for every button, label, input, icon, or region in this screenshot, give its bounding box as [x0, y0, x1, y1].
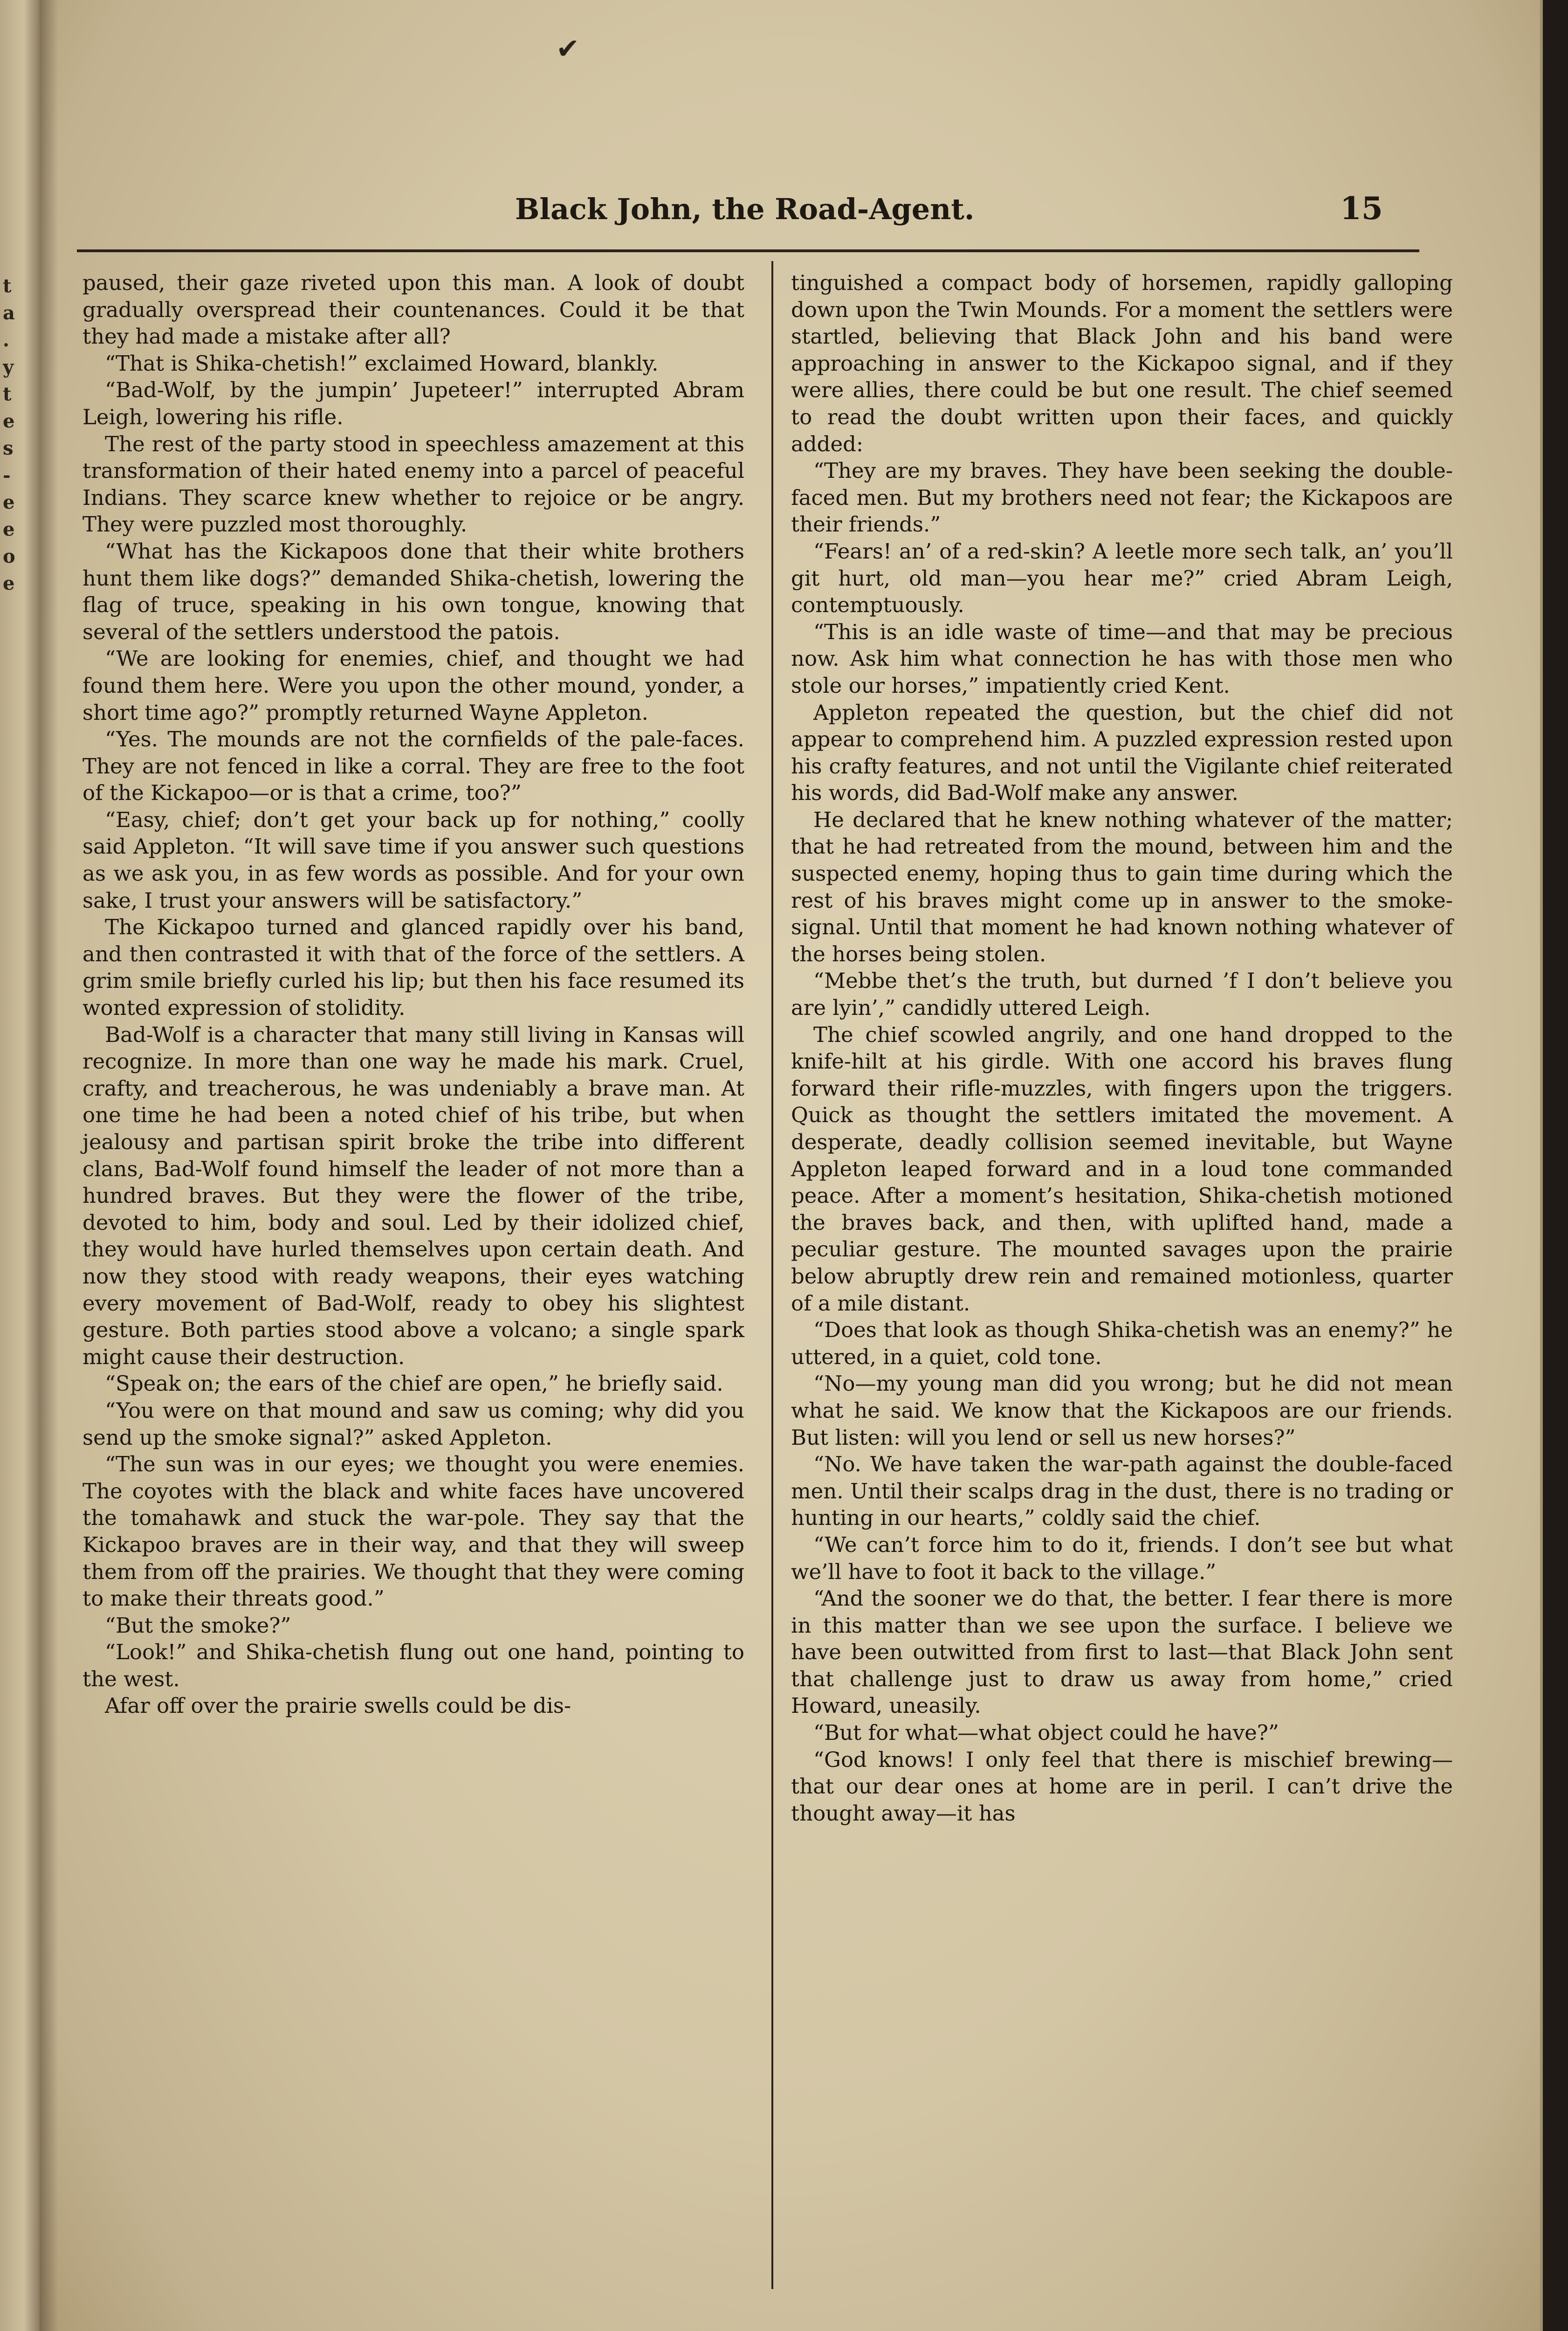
- text-column-left: [83, 269, 744, 1719]
- header-rule: [77, 249, 1419, 252]
- paragraph: “Speak on; the ears of the chief are open,” he briefly said.: [105, 1371, 723, 1396]
- paragraph: “Mebbe thet’s the truth, but durned ’f I don’t believe you are lyin’,” candidly uttered Leigh.: [791, 968, 1453, 1021]
- paragraph: tinguished a compact body of horsemen, rapidly galloping down upon the Twin Mounds. For a moment the settlers were startled, believing that Black John and his band were approaching in answer to the Kickapoo signal, and if they were allies, there could be but one result. The chief seemed to read the doubt written upon their faces, and quickly added:: [791, 270, 1453, 456]
- facing-page-fragment: e: [3, 491, 15, 513]
- facing-page-fragment: .: [3, 329, 9, 351]
- facing-page-fragment: t: [3, 275, 12, 297]
- paragraph: “No. We have taken the war-path against the double-faced men. Until their scalps drag in the dust, there is no trading or hunting in our hearts,” coldly said the chief.: [791, 1452, 1453, 1531]
- paragraph: “What has the Kickapoos done that their white brothers hunt them like dogs?” demanded Shika-chetish, lowering the flag of truce, speaking in his own tongue, knowing that several of the settlers understood the patois.: [83, 538, 744, 644]
- facing-page-fragment: e: [3, 518, 15, 540]
- facing-page-fragment: e: [3, 410, 15, 432]
- text-column-right: [791, 269, 1453, 1827]
- paragraph: The rest of the party stood in speechless amazement at this transformation of their hated enemy into a parcel of peaceful Indians. They scarce knew whether to rejoice or be angry. They were puzzled most thoroughly.: [83, 431, 744, 537]
- column-divider: [771, 261, 773, 2289]
- paragraph: He declared that he knew nothing whatever of the matter; that he had retreated from the mound, between him and the suspected enemy, hoping thus to gain time during which the rest of his braves might come up in answer to the smoke-signal. Until that moment he had known nothing whatever of the horses being stolen.: [791, 807, 1453, 966]
- paragraph: “We can’t force him to do it, friends. I don’t see but what we’ll have to foot it back to the village.”: [791, 1532, 1453, 1584]
- paragraph: “But for what—what object could he have?”: [813, 1720, 1279, 1745]
- paragraph: The chief scowled angrily, and one hand dropped to the knife-hilt at his girdle. With one accord his braves flung forward their rifle-muzzles, with fingers upon the triggers. Quick as thought the settlers imitated the movement. A desperate, deadly collision seemed inevitable, but Wayne Appleton leaped forward and in a loud tone commanded peace. After a moment’s hesitation, Shika-chetish motioned the braves back, and then, with uplifted hand, made a peculiar gesture. The mounted savages upon the prairie below abruptly drew rein and remained motionless, quarter of a mile distant.: [791, 1022, 1453, 1316]
- paragraph: “God knows! I only feel that there is mischief brewing—that our dear ones at home are in peril. I can’t drive the thought away—it has: [791, 1747, 1453, 1826]
- facing-page-fragment: s: [3, 437, 14, 459]
- facing-page-fragment: o: [3, 545, 15, 567]
- paragraph: “We are looking for enemies, chief, and thought we had found them here. Were you upon the other mound, yonder, a short time ago?” promptly returned Wayne Appleton.: [83, 646, 744, 725]
- facing-page-fragment: y: [3, 356, 14, 378]
- paragraph: Appleton repeated the question, but the chief did not appear to comprehend him. A puzzled expression rested upon his crafty features, and not until the Vigilante chief reiterated his words, did Bad-Wolf make any answer.: [791, 700, 1453, 806]
- paragraph: “Fears! an’ of a red-skin? A leetle more sech talk, an’ you’ll git hurt, old man—you hear me?” cried Abram Leigh, contemptuously.: [791, 538, 1453, 618]
- paragraph: Bad-Wolf is a character that many still living in Kansas will recognize. In more than one way he made his mark. Cruel, crafty, and treacherous, he was undeniably a brave man. At one time he had been a noted chief of his tribe, but when jealousy and partisan spirit broke the tribe into different clans, Bad-Wolf found himself the leader of not more than a hundred braves. But they were the flower of the tribe, devoted to him, body and soul. Led by their idolized chief, they would have hurled themselves upon certain death. And now they stood with ready weapons, their eyes watching every movement of Bad-Wolf, ready to obey his slightest gesture. Both parties stood above a volcano; a single spark might cause their destruction.: [83, 1022, 744, 1369]
- paragraph: The Kickapoo turned and glanced rapidly over his band, and then contrasted it with that of the force of the settlers. A grim smile briefly curled his lip; but then his face resumed its wonted expression of stolidity.: [83, 915, 744, 1021]
- paragraph: “The sun was in our eyes; we thought you were enemies. The coyotes with the black and white faces have uncovered the tomahawk and stuck the war-pole. They say that the Kickapoo braves are in their way, and that they will sweep them from off the prairies. We thought that they were coming to make their threats good.”: [83, 1452, 744, 1611]
- paragraph: “Yes. The mounds are not the cornfields of the pale-faces. They are not fenced in like a corral. They are free to the foot of the Kickapoo—or is that a crime, too?”: [83, 727, 744, 806]
- paragraph: “This is an idle waste of time—and that may be precious now. Ask him what connection he has with those men who stole our horses,” impatiently cried Kent.: [791, 619, 1453, 698]
- paragraph: “You were on that mound and saw us coming; why did you send up the smoke signal?” asked Appleton.: [83, 1398, 744, 1450]
- margin-mark: ✔: [556, 33, 580, 65]
- paragraph: “Bad-Wolf, by the jumpin’ Jupeteer!” interrupted Abram Leigh, lowering his rifle.: [83, 378, 744, 429]
- facing-page-fragment: e: [3, 572, 15, 594]
- facing-page-fragment: -: [3, 464, 11, 486]
- facing-page-fragment: a: [3, 302, 15, 324]
- paragraph: “And the sooner we do that, the better. I fear there is more in this matter than we see upon the surface. I believe we have been outwitted from first to last—that Black John sent that challenge just to draw us away from home,” cried Howard, uneasily.: [791, 1586, 1453, 1718]
- book-page: [40, 0, 1543, 2331]
- paragraph: “That is Shika-chetish!” exclaimed Howard, blankly.: [105, 351, 659, 376]
- paragraph: “But the smoke?”: [105, 1613, 291, 1638]
- paragraph: “Does that look as though Shika-chetish was an enemy?” he uttered, in a quiet, cold tone.: [791, 1317, 1453, 1369]
- paragraph: “They are my braves. They have been seeking the double-faced men. But my brothers need not fear; the Kickapoos are their friends.”: [791, 458, 1453, 537]
- facing-page-edge: [0, 0, 40, 2331]
- gutter-shadow: [40, 0, 58, 2331]
- paragraph: “Easy, chief; don’t get your back up for nothing,” coolly said Appleton. “It will save time if you answer such questions as we ask you, in as few words as possible. And for your own sake, I trust your answers will be satisfactory.”: [83, 807, 744, 913]
- paragraph: “Look!” and Shika-chetish flung out one hand, pointing to the west.: [83, 1640, 744, 1691]
- facing-page-fragment: t: [3, 383, 12, 405]
- paragraph: “No—my young man did you wrong; but he did not mean what he said. We know that the Kickapoos are our friends. But listen: will you lend or sell us new horses?”: [791, 1371, 1453, 1450]
- running-title: Black John, the Road-Agent.: [515, 192, 975, 226]
- paragraph: paused, their gaze riveted upon this man. A look of doubt gradually overspread their countenances. Could it be that they had made a mistake after all?: [83, 270, 744, 349]
- page-number: 15: [1340, 190, 1383, 227]
- paragraph: Afar off over the prairie swells could be dis-: [105, 1693, 571, 1718]
